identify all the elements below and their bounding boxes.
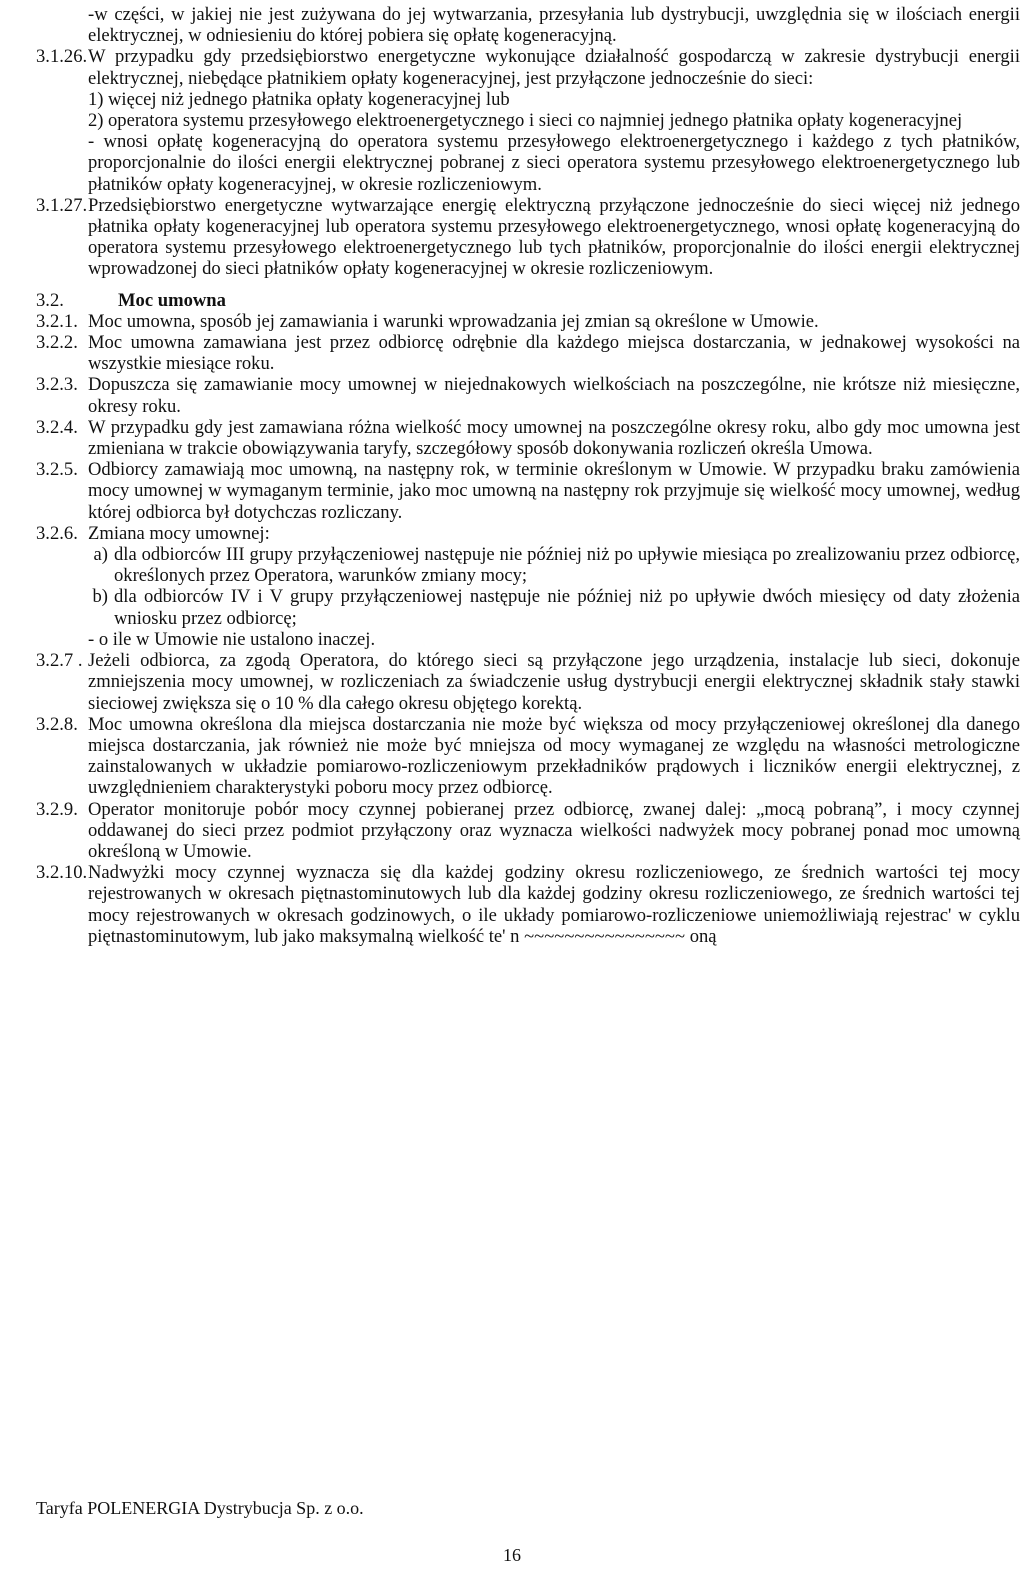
intro-paragraph: -w części, w jakiej nie jest zużywana do jej wytwarzania, przesyłania lub dystrybucji, uwzględnia się w ilościach energii elektrycznej, w odniesieniu do której pobiera się opłatę kogeneracyjną. <box>88 4 1020 47</box>
section-3-2-2 <box>36 332 1020 374</box>
section-text: Moc umowna określona dla miejsca dostarczania nie może być większa od mocy przyłączeniowej określonej dla danego miejsca dostarczania, jak również nie może być mniejsza od mocy wymaganej ze względu na własności metrologiczne zainstalowanych w układzie pomiarowo-rozliczeniowym przekładników prądowych i liczników energii elektrycznej, z uwzględnieniem charakterystyki poboru mocy przez odbiorcę. <box>88 713 1020 799</box>
section-number: 3.1.27. <box>36 194 88 216</box>
section-text: Moc umowna zamawiana jest przez odbiorcę odrębnie dla każdego miejsca dostarczania, w jednakowej wysokości na wszystkie miesiące roku. <box>88 332 1020 375</box>
list-label: b) <box>92 586 108 608</box>
section-number: 3.2.10. <box>36 862 88 884</box>
section-number: 3.2.9. <box>36 798 78 820</box>
list-text: dla odbiorców IV i V grupy przyłączeniowej następuje nie później niż po upływie dwóch miesięcy od daty złożenia wniosku przez odbiorcę; <box>114 586 1020 629</box>
list-item <box>88 110 1020 131</box>
section-3-2-6-tail: - o ile w Umowie nie ustalono inaczej. <box>88 628 376 650</box>
section-text: Moc umowna, sposób jej zamawiania i warunki wprowadzania jej zmian są określone w Umowie. <box>88 310 819 332</box>
section-title: Moc umowna <box>118 289 226 311</box>
section-3-2-6-list <box>36 544 1020 629</box>
section-3-1-26 <box>36 46 1020 88</box>
section-number: 3.2.7 . <box>36 650 83 672</box>
section-number: 3.2.4. <box>36 416 78 438</box>
list-item <box>74 586 1020 628</box>
section-3-2-4 <box>36 417 1020 459</box>
section-number: 3.2.8. <box>36 713 78 735</box>
section-text: Nadwyżki mocy czynnej wyznacza się dla każdej godziny okresu rozliczeniowego, ze średnich wartości tej mocy rejestrowanych w okresach piętnastominutowych lub dla każdej godziny okresu rozliczeniowego, ze średnich wartości tej mocy rejestrowanych w okresach godzinowych, o ile układy pomiarowo-rozliczeniowe uniemożliwiają rejestrac' w cyklu piętnastominutowym, lub jako maksymalną wielkość te' n ~~~~~~~~~~~~~~~~ oną <box>88 862 1020 947</box>
section-number: 3.2.5. <box>36 459 78 481</box>
section-3-2-10 <box>36 862 1020 947</box>
list-item <box>74 544 1020 586</box>
section-3-1-26-list <box>36 89 1020 131</box>
section-text: Odbiorcy zamawiają moc umowną, na następny rok, w terminie określonym w Umowie. W przypadku braku zamówienia mocy umownej w wymaganym terminie, jako moc umowną na następny rok przyjmuje się wielkość mocy umownej, według której odbiorca był dotychczas rozliczany. <box>88 459 1020 523</box>
section-number: 3.2.1. <box>36 310 78 332</box>
section-text: Zmiana mocy umownej: <box>88 522 270 544</box>
section-number: 3.2.3. <box>36 374 78 396</box>
section-3-2-8 <box>36 714 1020 799</box>
section-3-2-9 <box>36 799 1020 863</box>
section-text: Jeżeli odbiorca, za zgodą Operatora, do którego sieci są przyłączone jego urządzenia, instalacje lub sieci, dokonuje zmniejszenia mocy umownej, w rozliczeniach za świadczenie usług dystrybucji energii elektrycznej składnik stały stawki sieciowej zwiększa się o 10 % dla całego okresu objętego korektą. <box>88 650 1020 714</box>
list-text: dla odbiorców III grupy przyłączeniowej następuje nie później niż po upływie miesiąca po zrealizowaniu przez odbiorcę, określonych przez Operatora, warunków zmiany mocy; <box>114 544 1020 587</box>
section-3-2-3 <box>36 374 1020 416</box>
list-item <box>88 89 1020 110</box>
section-text: Dopuszcza się zamawianie mocy umownej w niejednakowych wielkościach na poszczególne, nie krótsze niż miesięczne, okresy roku. <box>88 374 1020 417</box>
section-3-1-27 <box>36 195 1020 280</box>
list-label: 1) <box>88 88 104 110</box>
section-text: Operator monitoruje pobór mocy czynnej pobieranej przez odbiorcę, zwanej dalej: „mocą pobraną”, i mocy czynnej oddawanej do sieci przez podmiot przyłączony oraz wyznacza wielkości nadwyżek mocy pobranej ponad moc umowną określoną w Umowie. <box>88 798 1020 862</box>
list-text: operatora systemu przesyłowego elektroenergetycznego i sieci co najmniej jednego płatnika opłaty kogeneracyjnej <box>108 110 963 132</box>
section-3-2-7 <box>36 650 1020 714</box>
section-number: 3.2.6. <box>36 522 78 544</box>
list-label: 2) <box>88 110 104 132</box>
list-text: więcej niż jednego płatnika opłaty kogeneracyjnej lub <box>108 88 510 110</box>
section-text: W przypadku gdy przedsiębiorstwo energetyczne wykonujące działalność gospodarczą w zakresie dystrybucji energii elektrycznej, niebędące płatnikiem opłaty kogeneracyjnej, jest przyłączone jednocześnie do sieci: <box>88 46 1020 89</box>
section-number: 3.2.2. <box>36 332 78 354</box>
section-number: 3.2. <box>36 289 64 311</box>
section-3-2-5 <box>36 459 1020 523</box>
section-text: W przypadku gdy jest zamawiana różna wielkość mocy umownej na poszczególne okresy roku, albo gdy moc umowna jest zmieniana w trakcie obowiązywania taryfy, szczegółowy sposób dokonywania rozliczeń określa Umowa. <box>88 416 1020 460</box>
section-3-2-heading <box>36 290 1020 311</box>
section-3-1-26-tail: - wnosi opłatę kogeneracyjną do operatora systemu przesyłowego elektroenergetycznego i każdego z tych płatników, proporcjonalnie do ilości energii elektrycznej pobranej z sieci operatora systemu przesyłowego elektroenergetycznego lub płatników opłaty kogeneracyjnej, w okresie rozliczeniowym. <box>88 131 1020 195</box>
document-footer: Taryfa POLENERGIA Dystrybucja Sp. z o.o. <box>36 1498 364 1518</box>
list-label: a) <box>93 544 108 566</box>
section-3-2-6 <box>36 523 1020 544</box>
document-body <box>36 4 1020 947</box>
page-number: 16 <box>503 1545 521 1565</box>
section-number: 3.1.26. <box>36 46 88 68</box>
section-3-2-1 <box>36 311 1020 332</box>
section-text: Przedsiębiorstwo energetyczne wytwarzające energię elektryczną przyłączone jednocześnie do sieci więcej niż jednego płatnika opłaty kogeneracyjnej lub operatora systemu przesyłowego elektroenergetycznego, wnosi opłatę kogeneracyjną do operatora systemu przesyłowego elektroenergetycznego lub tych płatników, proporcjonalnie do ilości energii elektrycznej wprowadzonej do sieci płatników opłaty kogeneracyjnej w okresie rozliczeniowym. <box>88 194 1020 280</box>
